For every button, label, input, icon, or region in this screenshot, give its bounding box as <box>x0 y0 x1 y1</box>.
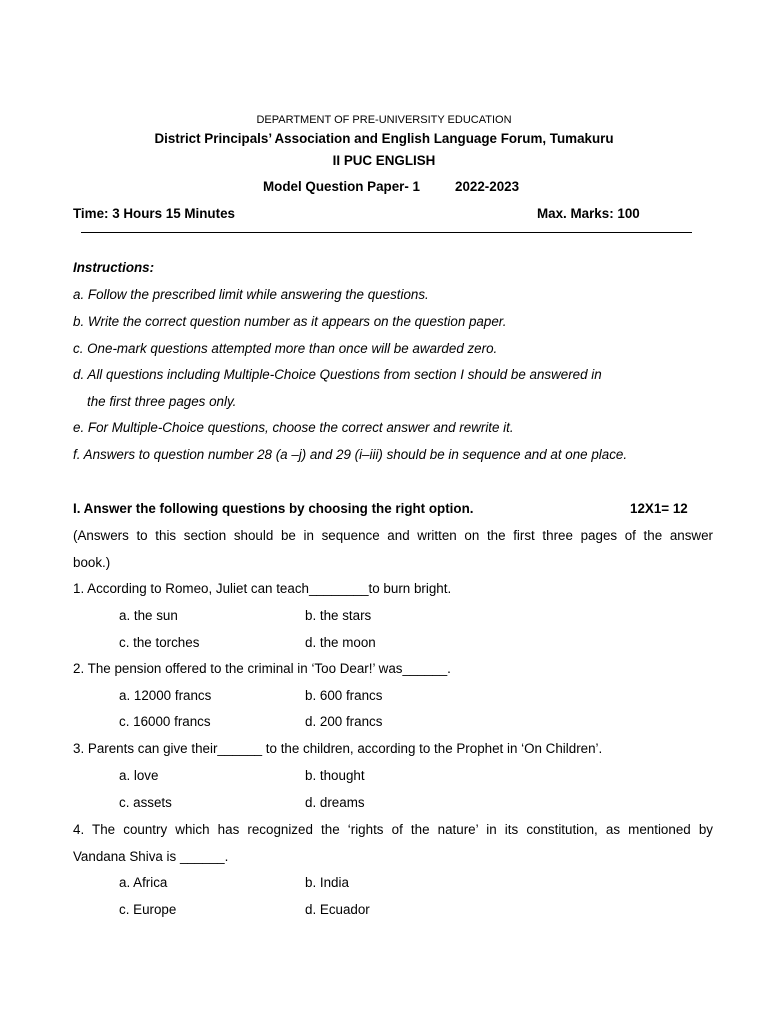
instruction-item-continued: the first three pages only. <box>87 394 237 409</box>
option-d: d. dreams <box>305 795 365 810</box>
option-b: b. 600 francs <box>305 688 383 703</box>
option-d: d. 200 francs <box>305 714 383 729</box>
instructions-heading: Instructions: <box>73 260 155 275</box>
instruction-item: a. Follow the prescribed limit while answering the questions. <box>73 287 429 302</box>
question-4: 4. The country which has recognized the ‘rights of the nature’ in its constitution, as mentioned by <box>73 822 713 837</box>
instruction-item: e. For Multiple-Choice questions, choose the correct answer and rewrite it. <box>73 420 514 435</box>
option-a: a. Africa <box>119 875 168 890</box>
instruction-item: b. Write the correct question number as it appears on the question paper. <box>73 314 507 329</box>
exam-duration: Time: 3 Hours 15 Minutes <box>73 206 235 221</box>
instruction-item: c. One-mark questions attempted more than once will be awarded zero. <box>73 341 498 356</box>
department-name: DEPARTMENT OF PRE-UNIVERSITY EDUCATION <box>256 114 512 126</box>
section-heading: I. Answer the following questions by choosing the right option. <box>73 501 474 516</box>
option-c: c. the torches <box>119 635 200 650</box>
question-2: 2. The pension offered to the criminal in ‘Too Dear!’ was______. <box>73 661 451 676</box>
option-b: b. thought <box>305 768 365 783</box>
question-3: 3. Parents can give their______ to the children, according to the Prophet in ‘On Children’. <box>73 741 603 756</box>
instruction-item: d. All questions including Multiple-Choice Questions from section I should be answered in <box>73 367 602 382</box>
option-c: c. assets <box>119 795 172 810</box>
option-c: c. Europe <box>119 902 177 917</box>
option-a: a. love <box>119 768 159 783</box>
option-d: d. the moon <box>305 635 376 650</box>
option-a: a. the sun <box>119 608 178 623</box>
option-c: c. 16000 francs <box>119 714 211 729</box>
question-1: 1. According to Romeo, Juliet can teach________to burn bright. <box>73 581 452 596</box>
instruction-item: f. Answers to question number 28 (a –j) and 29 (i–iii) should be in sequence and at one place. <box>73 447 628 462</box>
option-d: d. Ecuador <box>305 902 370 917</box>
max-marks: Max. Marks: 100 <box>537 206 640 221</box>
paper-title: Model Question Paper- 1 <box>263 179 420 194</box>
section-note-continued: book.) <box>73 555 111 570</box>
option-b: b. India <box>305 875 349 890</box>
association-name: District Principals’ Association and English Language Forum, Tumakuru <box>154 131 614 146</box>
section-note: (Answers to this section should be in sequence and written on the first three pages of the answer <box>73 528 713 543</box>
section-marks: 12X1= 12 <box>630 501 688 516</box>
academic-year: 2022-2023 <box>455 179 520 194</box>
question-4-continued: Vandana Shiva is ______. <box>73 849 229 864</box>
option-b: b. the stars <box>305 608 372 623</box>
course-title: II PUC ENGLISH <box>332 153 436 168</box>
header-divider <box>81 232 692 233</box>
option-a: a. 12000 francs <box>119 688 212 703</box>
